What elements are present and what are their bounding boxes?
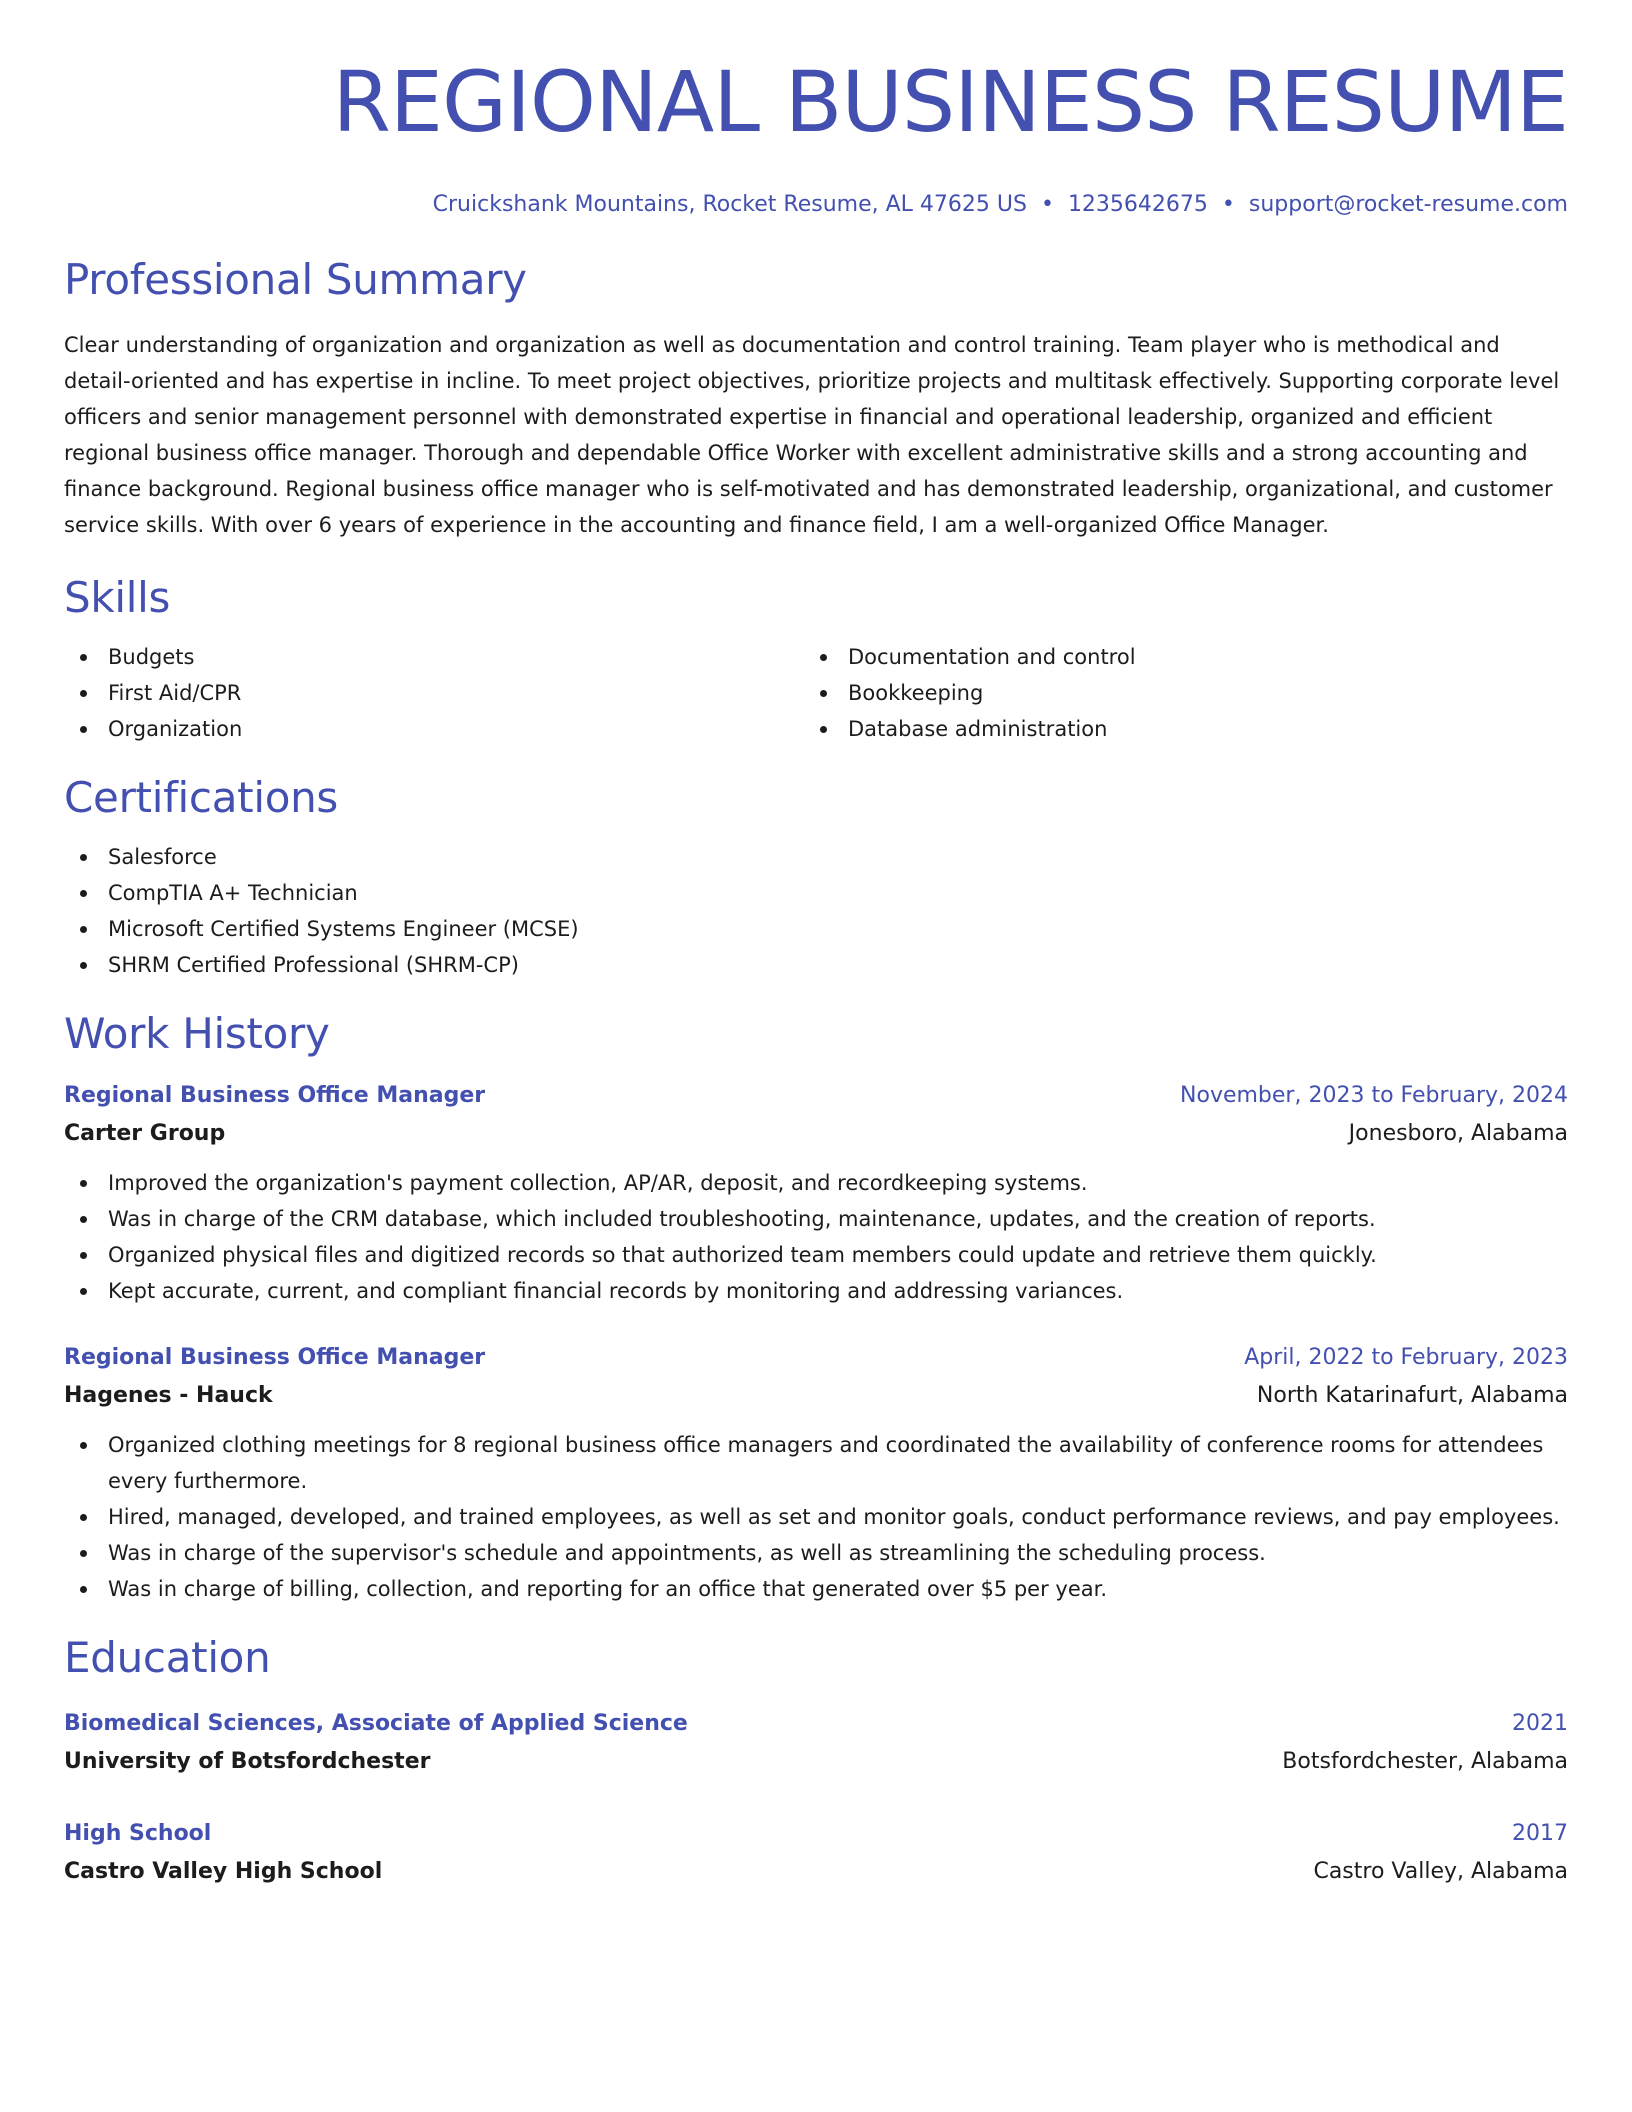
skill-item: Database administration [804,711,1568,747]
job-duty-item: Organized clothing meetings for 8 regional business office managers and coordinated the availability of conference rooms for attendees every furthermore. [64,1427,1568,1499]
job-company: Carter Group [64,1121,226,1146]
education-entry [64,1815,1568,1891]
contact-separator: • [1040,192,1054,217]
job-duty-item: Was in charge of the CRM database, which included troubleshooting, maintenance, updates, and the creation of reports. [64,1201,1568,1237]
job-duty-item: Improved the organization's payment collection, AP/AR, deposit, and recordkeeping systems. [64,1165,1568,1201]
contact-line [64,192,1568,217]
contact-email[interactable]: support@rocket-resume.com [1248,192,1568,217]
job-header-row [64,1077,1568,1115]
education-section [64,1633,1568,1891]
skill-item: Documentation and control [804,639,1568,675]
skill-item: Bookkeeping [804,675,1568,711]
skill-item: Organization [64,711,804,747]
certification-item: Microsoft Certified Systems Engineer (MCSE) [64,911,1568,947]
education-degree: High School [64,1821,212,1846]
job-company: Hagenes - Hauck [64,1383,273,1408]
job-location: North Katarinafurt, Alabama [1256,1383,1568,1408]
contact-address: Cruickshank Mountains, Rocket Resume, AL 47625 US [432,192,1027,217]
job-duty-item: Hired, managed, developed, and trained employees, as well as set and monitor goals, conduct performance reviews, and pay employees. [64,1499,1568,1535]
skills-section [64,573,1568,747]
summary-heading: Professional Summary [64,255,527,304]
contact-separator: • [1221,192,1235,217]
job-dates: April, 2022 to February, 2023 [1244,1345,1568,1370]
job-entry [64,1339,1568,1607]
education-school-row [64,1743,1568,1781]
education-header-row [64,1815,1568,1853]
work-history-heading: Work History [64,1009,330,1058]
summary-text: Clear understanding of organization and organization as well as documentation and control training. Team player who is methodical and detail-oriented and has expertise in incline. To meet project objectives, prioritize projects and multitask effectively. Supporting corporate level officers and senior management personnel with demonstrated expertise in financial and operational leadership, organized and efficient regional business office manager. Thorough and dependable Office Worker with excellent administrative skills and a strong accounting and finance background. Regional business office manager who is self-motivated and has demonstrated leadership, organizational, and customer service skills. With over 6 years of experience in the accounting and finance field, I am a well-organized Office Manager. [64,333,1560,537]
job-location: Jonesboro, Alabama [1348,1121,1568,1146]
education-degree: Biomedical Sciences, Associate of Applied Science [64,1711,688,1736]
skills-list-right [804,639,1568,747]
job-duty-item: Was in charge of billing, collection, and reporting for an office that generated over $5 per year. [64,1571,1568,1607]
job-dates: November, 2023 to February, 2024 [1180,1083,1568,1108]
skill-item: First Aid/CPR [64,675,804,711]
certification-item: CompTIA A+ Technician [64,875,1568,911]
resume-title: REGIONAL BUSINESS RESUME [332,53,1568,151]
contact-phone: 1235642675 [1067,192,1208,217]
job-header-row [64,1339,1568,1377]
job-company-row [64,1377,1568,1415]
job-company-row [64,1115,1568,1153]
education-entry [64,1705,1568,1781]
job-role: Regional Business Office Manager [64,1345,486,1370]
job-entry [64,1077,1568,1309]
job-duty-item: Was in charge of the supervisor's schedule and appointments, as well as streamlining the scheduling process. [64,1535,1568,1571]
skills-list-left [64,639,804,747]
job-duties-list [64,1165,1568,1309]
education-heading: Education [64,1633,271,1682]
education-header-row [64,1705,1568,1743]
resume-header [64,0,1568,217]
certification-item: Salesforce [64,839,1568,875]
certifications-list [64,839,1568,983]
skill-item: Budgets [64,639,804,675]
education-year: 2017 [1512,1821,1568,1846]
certifications-heading: Certifications [64,773,338,822]
summary-section [64,255,1568,543]
education-school: Castro Valley High School [64,1859,383,1884]
skills-grid [64,639,1568,747]
education-location: Castro Valley, Alabama [1313,1859,1568,1884]
job-duty-item: Organized physical files and digitized records so that authorized team members could update and retrieve them quickly. [64,1237,1568,1273]
education-school-row [64,1853,1568,1891]
job-duties-list [64,1427,1568,1607]
education-school: University of Botsfordchester [64,1749,431,1774]
education-year: 2021 [1512,1711,1568,1736]
certification-item: SHRM Certified Professional (SHRM-CP) [64,947,1568,983]
job-duty-item: Kept accurate, current, and compliant financial records by monitoring and addressing variances. [64,1273,1568,1309]
certifications-section [64,773,1568,983]
skills-heading: Skills [64,573,171,622]
job-role: Regional Business Office Manager [64,1083,486,1108]
education-location: Botsfordchester, Alabama [1282,1749,1568,1774]
work-history-section [64,1009,1568,1607]
